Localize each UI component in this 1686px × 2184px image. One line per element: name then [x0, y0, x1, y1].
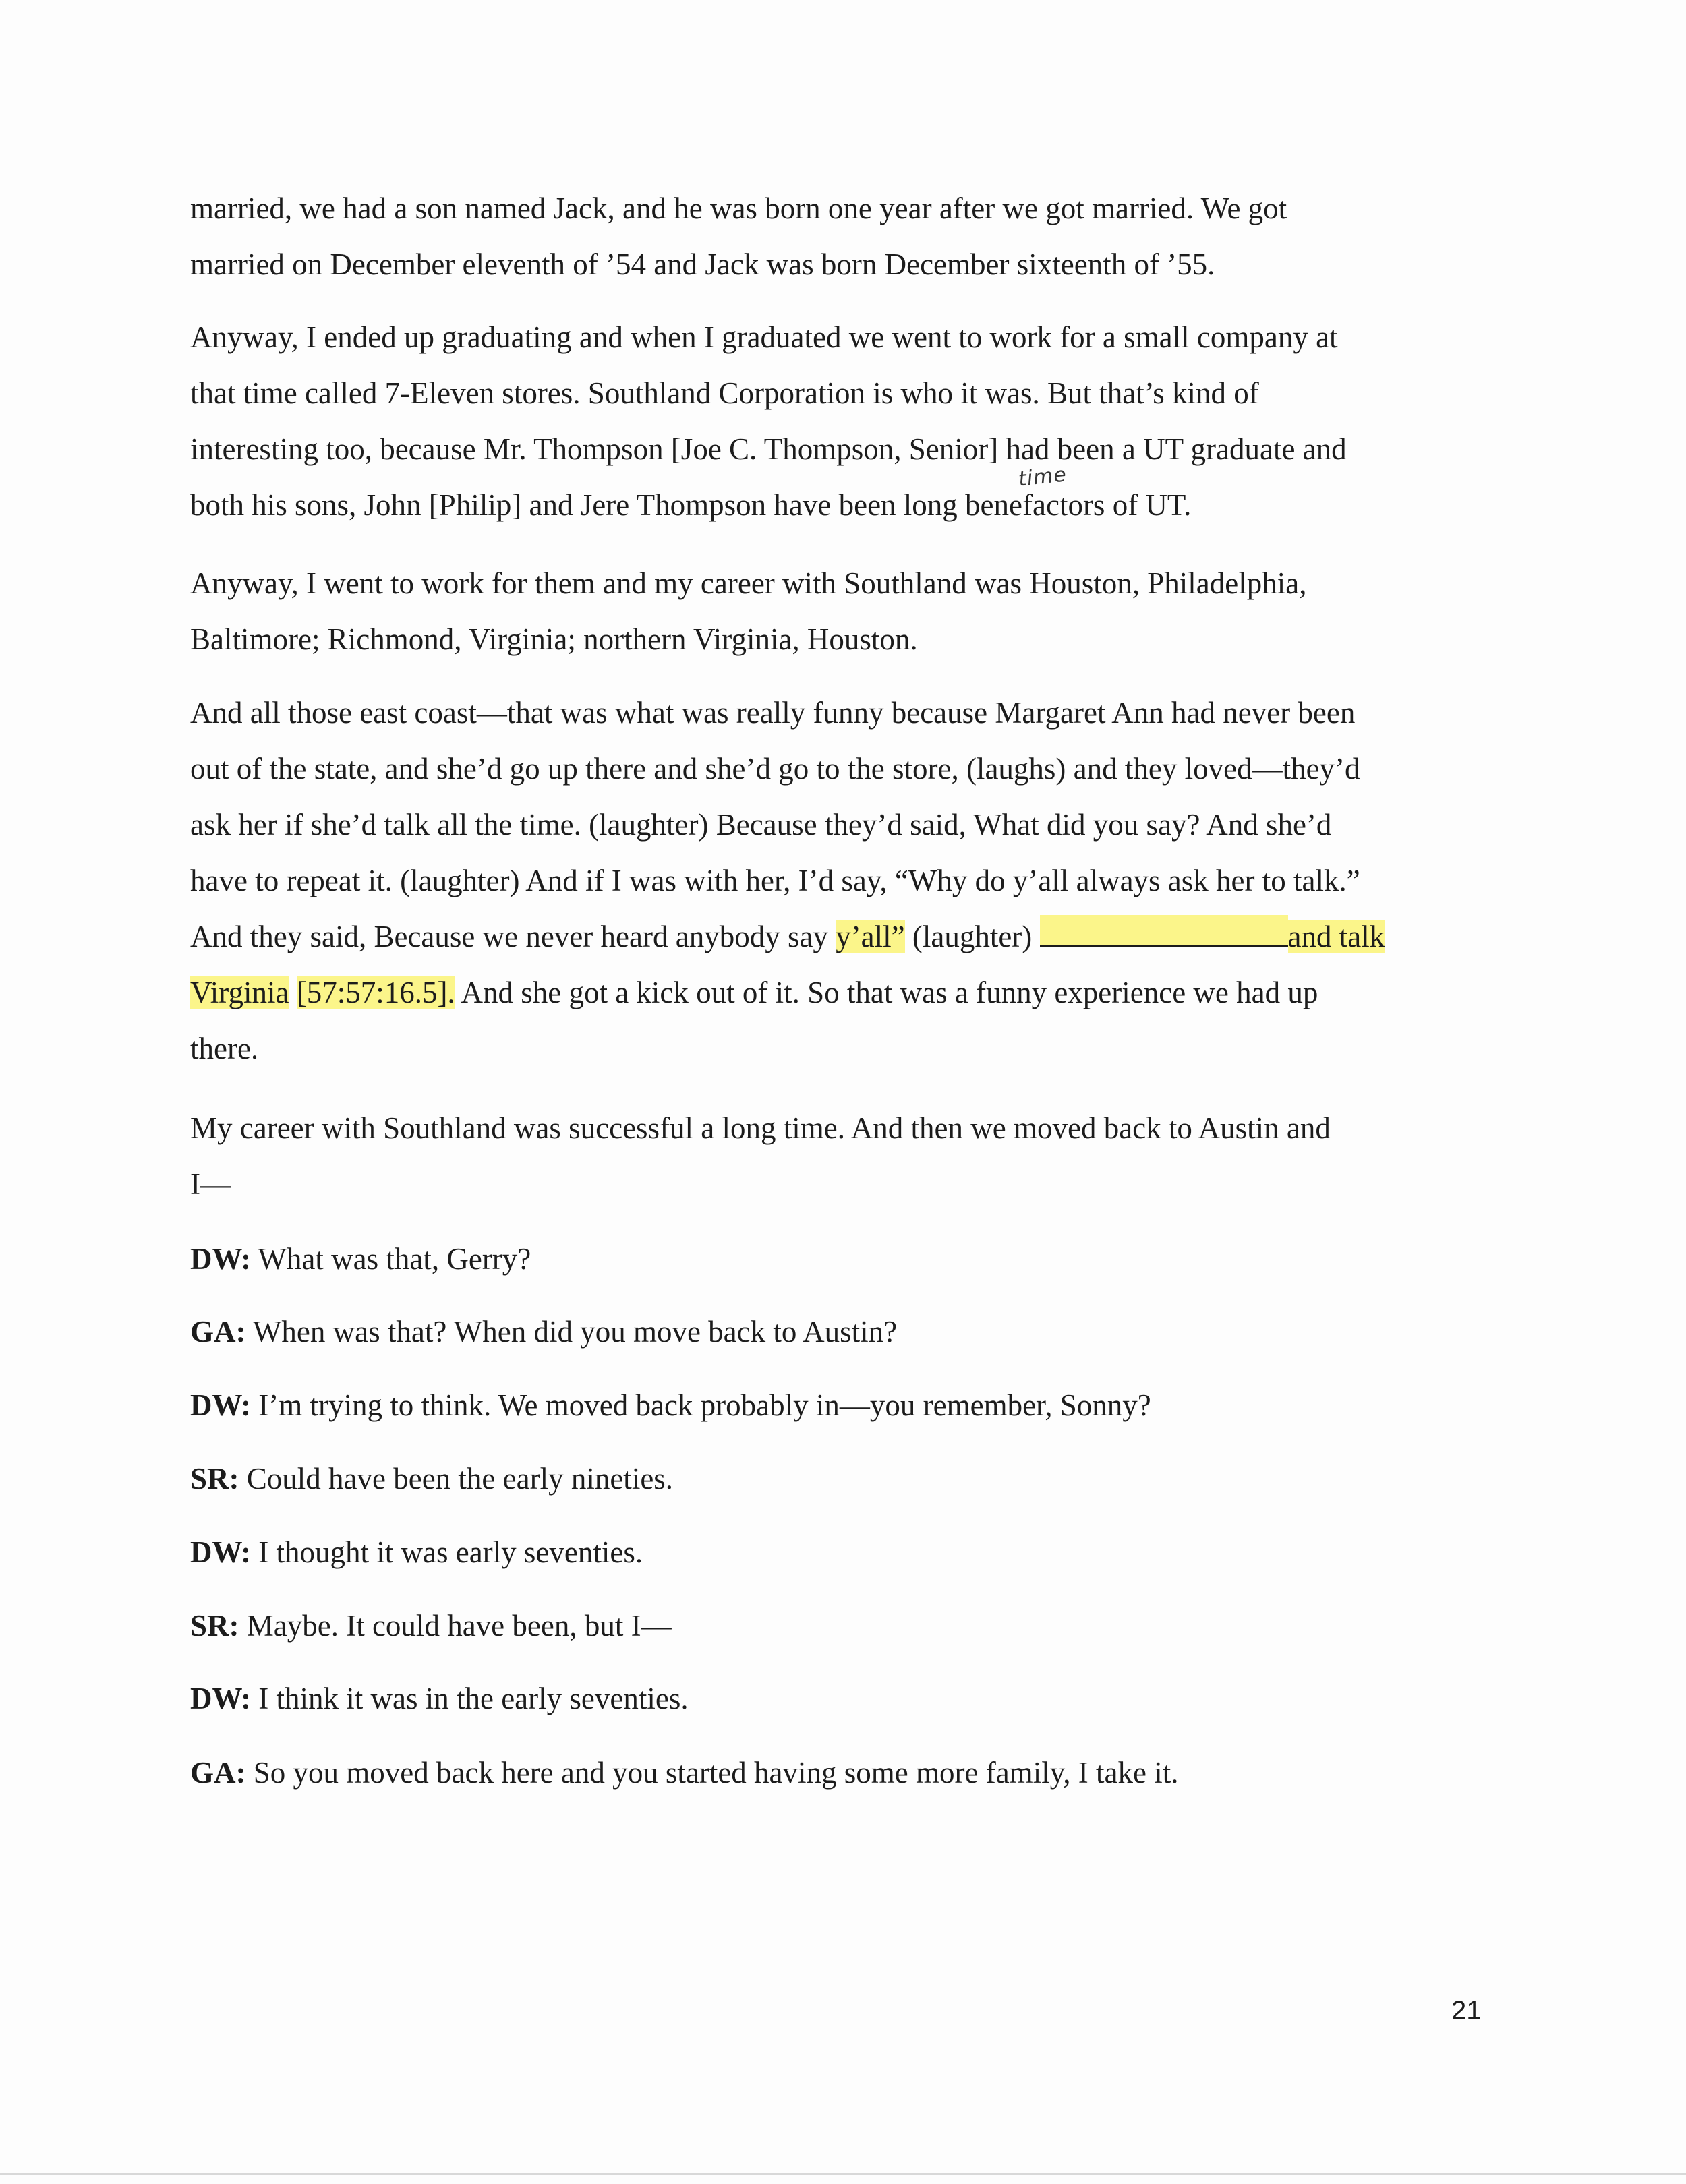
text-fragment: [289, 976, 296, 1009]
speaker-label: DW:: [190, 1242, 251, 1276]
dialogue-line: [190, 1525, 1499, 1581]
dialogue-line: [190, 1378, 1499, 1434]
speaker-label: DW:: [190, 1682, 251, 1715]
dialogue-text: When was that? When did you move back to Austin?: [245, 1315, 898, 1349]
text-line: My career with Southland was successful a long time. And then we moved back to Austin and: [190, 1111, 1331, 1145]
dialogue-text: What was that, Gerry?: [251, 1242, 531, 1276]
paragraph-2: [190, 309, 1499, 533]
paragraph-4: [190, 685, 1499, 1077]
paragraph-3: [190, 556, 1499, 668]
dialogue-text: I’m trying to think. We moved back probably in—you remember, Sonny?: [251, 1388, 1151, 1422]
highlighted-text: and talk: [1287, 920, 1385, 953]
dialogue-text: I think it was in the early seventies.: [251, 1682, 689, 1715]
dialogue-text: Maybe. It could have been, but I—: [239, 1609, 672, 1643]
paragraph-5: [190, 1100, 1499, 1212]
scan-edge: [0, 2173, 1686, 2175]
highlighted-text: y’all”: [836, 920, 905, 953]
dialogue-line: [190, 1231, 1499, 1287]
text-line: that time called 7-Eleven stores. Southland Corporation is who it was. But that’s kind of: [190, 376, 1259, 410]
dialogue-line: [190, 1598, 1499, 1654]
highlighted-timestamp: [57:57:16.5].: [296, 976, 455, 1009]
text-line: married, we had a son named Jack, and he was born one year after we got married. We got: [190, 191, 1287, 225]
handwritten-annotation: time: [1017, 463, 1068, 492]
text-fragment: And they said, Because we never heard anybody say: [190, 920, 836, 953]
dialogue-line: [190, 1304, 1499, 1360]
text-line: I—: [190, 1167, 231, 1201]
text-line: interesting too, because Mr. Thompson [Joe C. Thompson, Senior] had been a UT graduate and: [190, 432, 1347, 466]
speaker-label: DW:: [190, 1388, 251, 1422]
speaker-label: GA:: [190, 1315, 246, 1349]
text-line: out of the state, and she’d go up there and she’d go to the store, (laughs) and they loved—they’d: [190, 752, 1360, 786]
text-line: married on December eleventh of ’54 and Jack was born December sixteenth of ’55.: [190, 247, 1215, 281]
speaker-label: DW:: [190, 1535, 251, 1569]
dialogue-line: [190, 1671, 1499, 1727]
dialogue-line: [190, 1451, 1499, 1507]
text-line: have to repeat it. (laughter) And if I was with her, I’d say, “Why do y’all always ask her to talk.”: [190, 864, 1360, 897]
page-number: 21: [1451, 1996, 1482, 2026]
text-line: And all those east coast—that was what was really funny because Margaret Ann had never been: [190, 696, 1356, 730]
text-line: [190, 909, 1499, 965]
dialogue-text: So you moved back here and you started having some more family, I take it.: [245, 1756, 1179, 1790]
text-line: Anyway, I ended up graduating and when I graduated we went to work for a small company at: [190, 320, 1338, 354]
dialogue-text: I thought it was early seventies.: [251, 1535, 643, 1569]
text-line: both his sons, John [Philip] and Jere Thompson have been long benefactors of UT.: [190, 488, 1192, 522]
speaker-label: SR:: [190, 1609, 239, 1643]
text-fragment: (laughter): [904, 920, 1040, 953]
text-line: there.: [190, 1032, 259, 1065]
text-line: Anyway, I went to work for them and my career with Southland was Houston, Philadelphia,: [190, 566, 1307, 600]
text-line: Baltimore; Richmond, Virginia; northern Virginia, Houston.: [190, 622, 918, 656]
highlighted-blank: [1040, 915, 1288, 947]
dialogue-text: Could have been the early nineties.: [239, 1462, 674, 1496]
text-line: [190, 965, 1499, 1021]
paragraph-1: [190, 181, 1499, 293]
speaker-label: GA:: [190, 1756, 246, 1790]
speaker-label: SR:: [190, 1462, 239, 1496]
highlighted-text: Virginia: [190, 976, 289, 1009]
text-fragment: And she got a kick out of it. So that was a funny experience we had up: [455, 976, 1318, 1009]
text-line: ask her if she’d talk all the time. (laughter) Because they’d said, What did you say? And she’d: [190, 808, 1332, 842]
dialogue-line: [190, 1745, 1499, 1801]
